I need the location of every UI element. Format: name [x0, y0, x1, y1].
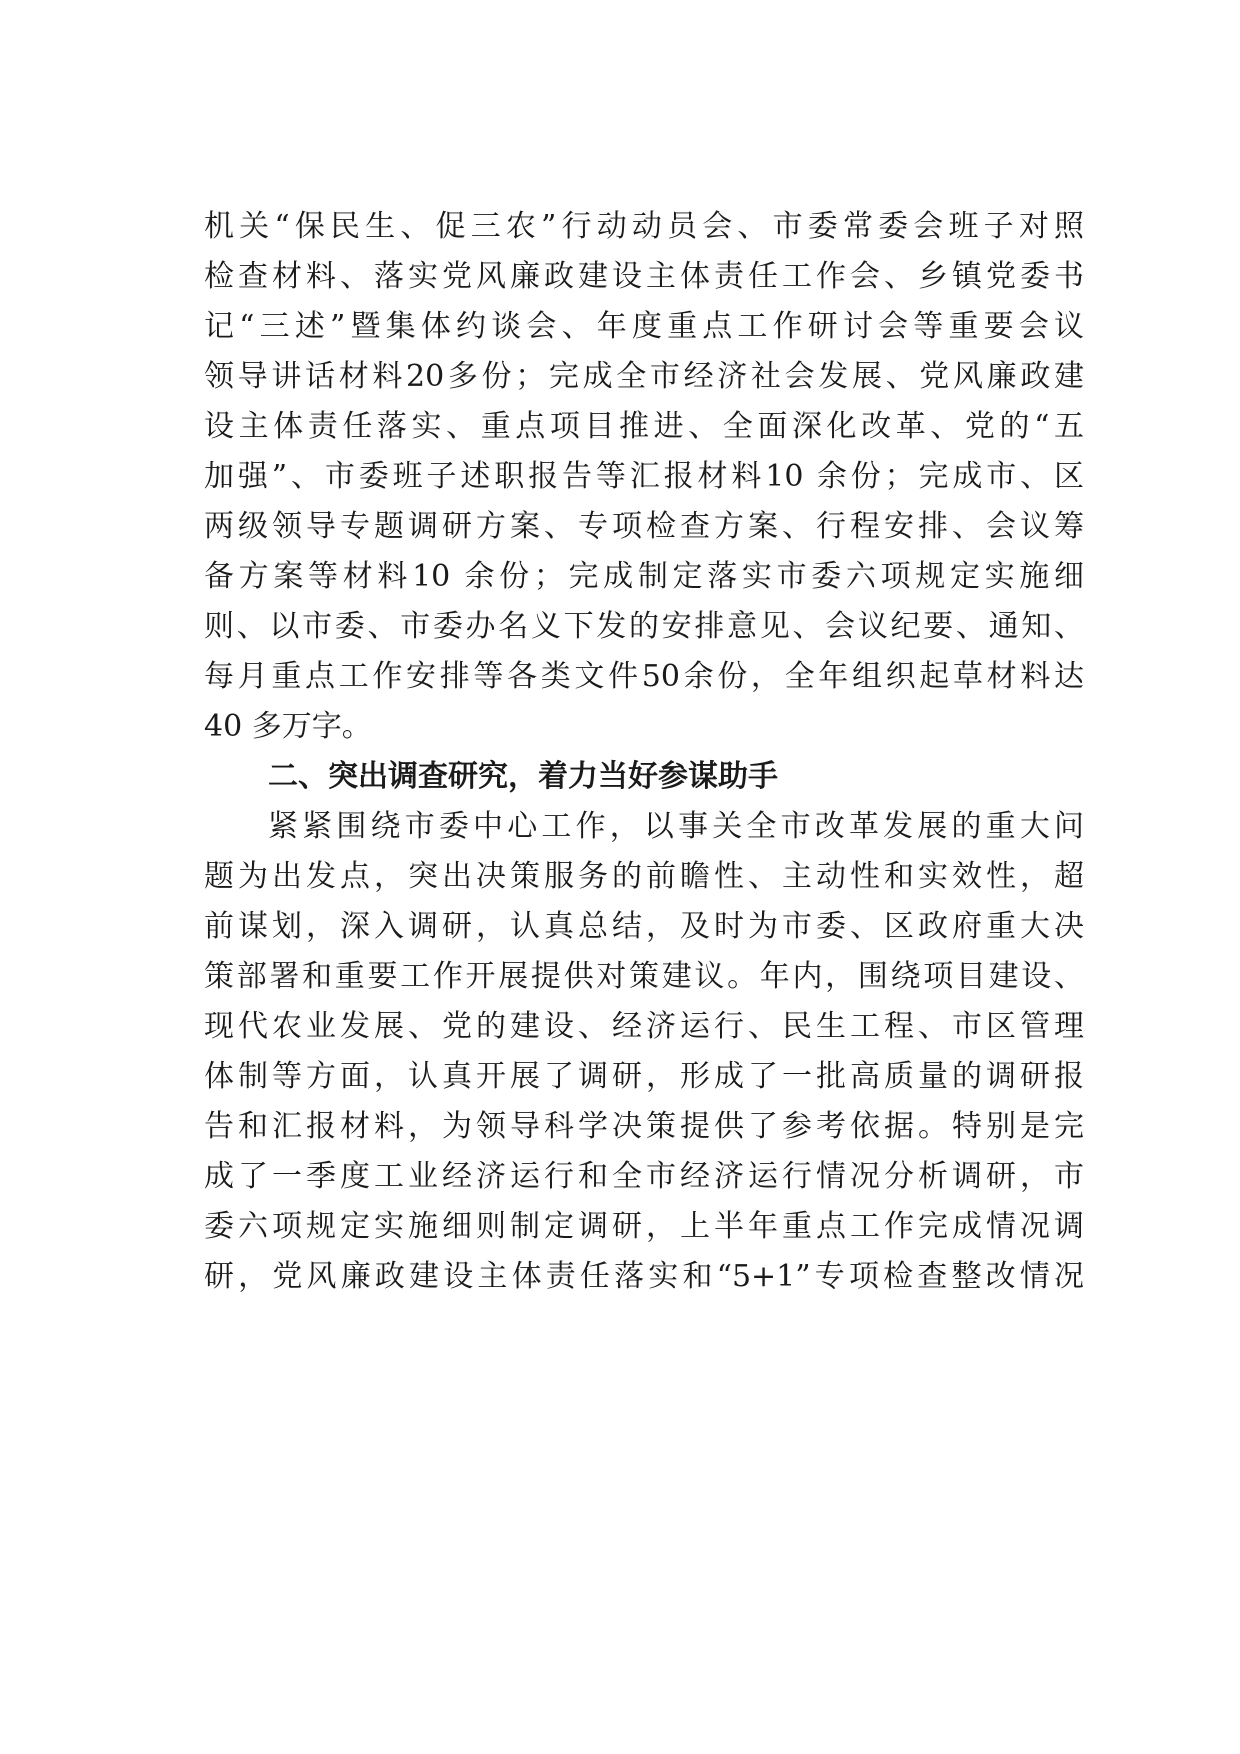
paragraph-line: 则、以市委、市委办名义下发的安排意见、会议纪要、通知、: [204, 609, 1084, 644]
paragraph-line: 题为出发点，突出决策服务的前瞻性、主动性和实效性，超: [204, 859, 1084, 894]
paragraph-line: 委六项规定实施细则制定调研，上半年重点工作完成情况调: [204, 1209, 1084, 1244]
paragraph-line: 成了一季度工业经济运行和全市经济运行情况分析调研，市: [204, 1159, 1084, 1194]
paragraph-line: 记“三述”暨集体约谈会、年度重点工作研讨会等重要会议: [204, 309, 1084, 344]
paragraph-line: 领导讲话材料20多份；完成全市经济社会发展、党风廉政建: [204, 359, 1084, 394]
paragraph-line: 告和汇报材料，为领导科学决策提供了参考依据。特别是完: [204, 1109, 1084, 1144]
paragraph-line: 研，党风廉政建设主体责任落实和“5+1”专项检查整改情况: [204, 1259, 1084, 1294]
paragraph-line: 加强”、市委班子述职报告等汇报材料10 余份；完成市、区: [204, 459, 1084, 494]
section-heading: 二、突出调查研究，着力当好参谋助手: [268, 759, 778, 794]
paragraph-2: [204, 802, 1084, 1302]
document-body: [204, 202, 1084, 1302]
paragraph-line: 前谋划，深入调研，认真总结，及时为市委、区政府重大决: [204, 909, 1084, 944]
paragraph-line: 机关“保民生、促三农”行动动员会、市委常委会班子对照: [204, 209, 1084, 244]
paragraph-line: 策部署和重要工作开展提供对策建议。年内，围绕项目建设、: [204, 959, 1084, 994]
paragraph-line: 每月重点工作安排等各类文件50余份，全年组织起草材料达: [204, 659, 1084, 694]
paragraph-1: [204, 202, 1084, 752]
paragraph-line: 两级领导专题调研方案、专项检查方案、行程安排、会议筹: [204, 509, 1084, 544]
paragraph-line: 40 多万字。: [204, 709, 372, 744]
paragraph-line: 现代农业发展、党的建设、经济运行、民生工程、市区管理: [204, 1009, 1084, 1044]
paragraph-line: 设主体责任落实、重点项目推进、全面深化改革、党的“五: [204, 409, 1084, 444]
paragraph-line: 紧紧围绕市委中心工作，以事关全市改革发展的重大问: [268, 809, 1084, 844]
paragraph-line: 备方案等材料10 余份；完成制定落实市委六项规定实施细: [204, 559, 1084, 594]
paragraph-line: 体制等方面，认真开展了调研，形成了一批高质量的调研报: [204, 1059, 1084, 1094]
paragraph-line: 检查材料、落实党风廉政建设主体责任工作会、乡镇党委书: [204, 259, 1084, 294]
